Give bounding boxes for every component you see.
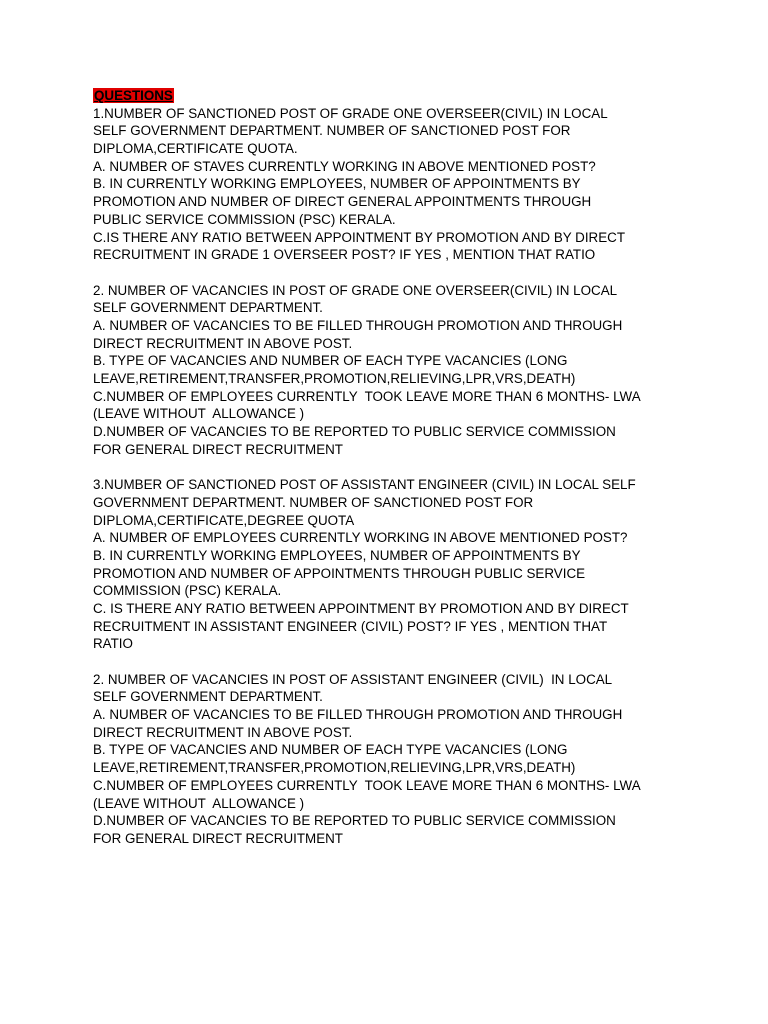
text-line: FOR GENERAL DIRECT RECRUITMENT [93, 441, 343, 457]
text-line: SELF GOVERNMENT DEPARTMENT. [93, 689, 323, 705]
text-line: 1.NUMBER OF SANCTIONED POST OF GRADE ONE OVERSEER(CIVIL) IN LOCAL [93, 105, 608, 121]
question-section-4 [93, 671, 693, 848]
text-line: (LEAVE WITHOUT ALLOWANCE ) [93, 795, 305, 811]
text-line: D.NUMBER OF VACANCIES TO BE REPORTED TO PUBLIC SERVICE COMMISSION [93, 813, 616, 829]
section-gap [93, 458, 693, 476]
section-gap [93, 264, 693, 282]
text-line: C.IS THERE ANY RATIO BETWEEN APPOINTMENT BY PROMOTION AND BY DIRECT [93, 229, 625, 245]
text-line: A. NUMBER OF VACANCIES TO BE FILLED THROUGH PROMOTION AND THROUGH [93, 317, 623, 333]
text-line: RECRUITMENT IN ASSISTANT ENGINEER (CIVIL) POST? IF YES , MENTION THAT [93, 618, 608, 634]
text-line: LEAVE,RETIREMENT,TRANSFER,PROMOTION,RELIEVING,LPR,VRS,DEATH) [93, 760, 576, 776]
text-line: B. IN CURRENTLY WORKING EMPLOYEES, NUMBER OF APPOINTMENTS BY [93, 176, 581, 192]
text-line: SELF GOVERNMENT DEPARTMENT. [93, 300, 323, 316]
text-line: D.NUMBER OF VACANCIES TO BE REPORTED TO PUBLIC SERVICE COMMISSION [93, 424, 616, 440]
text-line: A. NUMBER OF VACANCIES TO BE FILLED THROUGH PROMOTION AND THROUGH [93, 707, 623, 723]
text-line: COMMISSION (PSC) KERALA. [93, 583, 282, 599]
text-line: LEAVE,RETIREMENT,TRANSFER,PROMOTION,RELIEVING,LPR,VRS,DEATH) [93, 371, 576, 386]
text-line: B. IN CURRENTLY WORKING EMPLOYEES, NUMBER OF APPOINTMENTS BY [93, 547, 581, 563]
text-line: FOR GENERAL DIRECT RECRUITMENT [93, 830, 343, 846]
document-body [93, 105, 693, 848]
question-section-2 [93, 282, 693, 459]
heading-line [93, 87, 693, 105]
text-line: SELF GOVERNMENT DEPARTMENT. NUMBER OF SANCTIONED POST FOR [93, 123, 571, 139]
text-line: RATIO [93, 636, 133, 652]
text-line: A. NUMBER OF STAVES CURRENTLY WORKING IN ABOVE MENTIONED POST? [93, 158, 596, 174]
text-line: 2. NUMBER OF VACANCIES IN POST OF ASSISTANT ENGINEER (CIVIL) IN LOCAL [93, 671, 613, 687]
document-page [93, 87, 693, 848]
section-gap [93, 653, 693, 671]
text-line: B. TYPE OF VACANCIES AND NUMBER OF EACH TYPE VACANCIES (LONG [93, 742, 568, 758]
questions-heading: QUESTIONS [94, 88, 173, 103]
text-line: GOVERNMENT DEPARTMENT. NUMBER OF SANCTIONED POST FOR [93, 494, 534, 510]
text-line: 2. NUMBER OF VACANCIES IN POST OF GRADE ONE OVERSEER(CIVIL) IN LOCAL [93, 282, 618, 298]
text-line: C.NUMBER OF EMPLOYEES CURRENTLY TOOK LEAVE MORE THAN 6 MONTHS- LWA [93, 777, 641, 793]
text-line: C. IS THERE ANY RATIO BETWEEN APPOINTMENT BY PROMOTION AND BY DIRECT [93, 600, 629, 616]
question-section-1 [93, 105, 693, 264]
text-line: PUBLIC SERVICE COMMISSION (PSC) KERALA. [93, 211, 396, 227]
text-line: (LEAVE WITHOUT ALLOWANCE ) [93, 406, 305, 422]
text-line: A. NUMBER OF EMPLOYEES CURRENTLY WORKING IN ABOVE MENTIONED POST? [93, 530, 628, 546]
text-line: B. TYPE OF VACANCIES AND NUMBER OF EACH TYPE VACANCIES (LONG [93, 353, 568, 369]
text-line: DIPLOMA,CERTIFICATE QUOTA. [93, 141, 298, 157]
question-section-3 [93, 476, 693, 653]
text-line: PROMOTION AND NUMBER OF APPOINTMENTS THROUGH PUBLIC SERVICE [93, 565, 586, 581]
text-line: DIPLOMA,CERTIFICATE,DEGREE QUOTA [93, 512, 355, 528]
text-line: RECRUITMENT IN GRADE 1 OVERSEER POST? IF YES , MENTION THAT RATIO [93, 247, 596, 263]
text-line: C.NUMBER OF EMPLOYEES CURRENTLY TOOK LEAVE MORE THAN 6 MONTHS- LWA [93, 388, 641, 404]
text-line: PROMOTION AND NUMBER OF DIRECT GENERAL APPOINTMENTS THROUGH [93, 194, 592, 210]
text-line: DIRECT RECRUITMENT IN ABOVE POST. [93, 724, 353, 740]
text-line: DIRECT RECRUITMENT IN ABOVE POST. [93, 335, 353, 351]
text-line: 3.NUMBER OF SANCTIONED POST OF ASSISTANT ENGINEER (CIVIL) IN LOCAL SELF [93, 477, 636, 493]
